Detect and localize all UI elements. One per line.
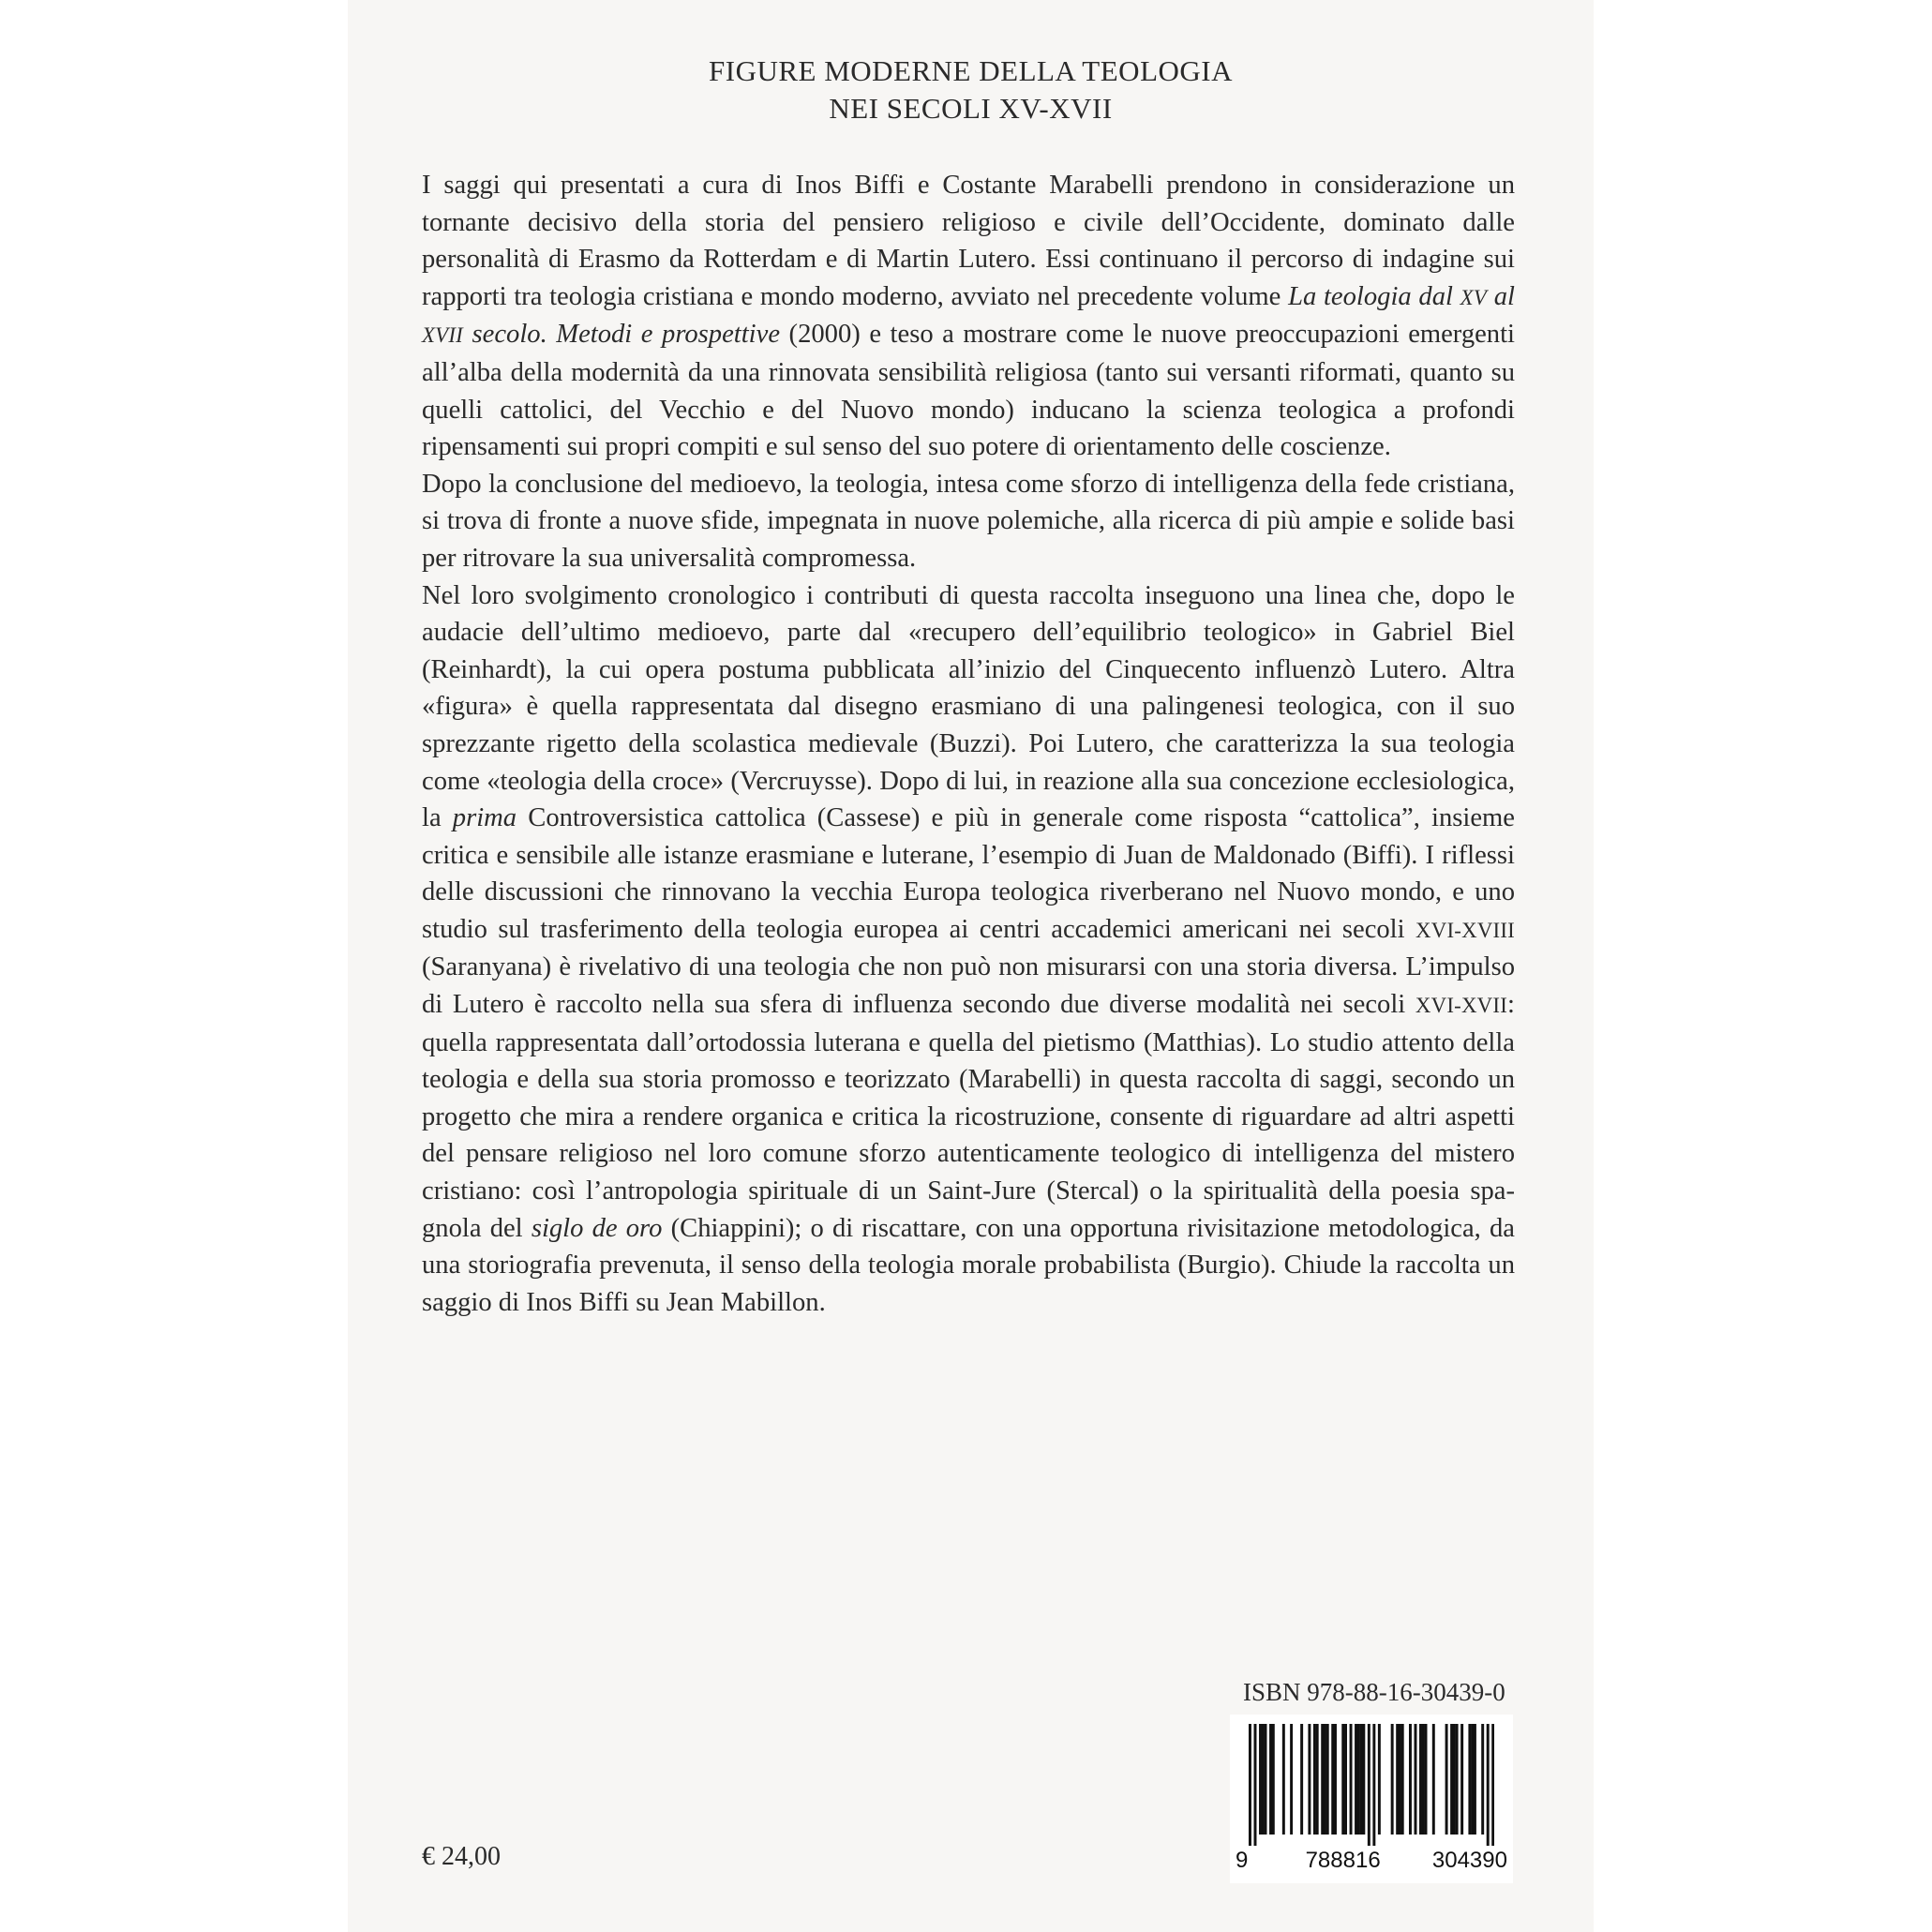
blurb-text	[422, 167, 1515, 1321]
barcode-bar	[1432, 1724, 1435, 1835]
barcode-bar	[1474, 1724, 1476, 1835]
barcode-bar	[1425, 1724, 1428, 1835]
barcode-bar	[1368, 1724, 1370, 1846]
barcode-bar	[1265, 1724, 1267, 1835]
blurb-segment: al	[1487, 281, 1515, 311]
barcode-bar	[1456, 1724, 1459, 1835]
barcode-bar	[1350, 1724, 1353, 1835]
barcode-bar	[1249, 1724, 1251, 1846]
barcode-bar	[1272, 1724, 1275, 1835]
barcode-bar	[1334, 1724, 1337, 1835]
blurb-segment: (Saranyana) è rivelativo di una teologia che non può non misurarsi con una storia diversa. L’impulso di Lutero è raccolto nella sua sfera di influenza secondo due diverse modalità nei secoli	[422, 952, 1515, 1020]
blurb-segment: Controversistica cattolica (Cassese) e più in generale come risposta “cattolica”, insieme critica e sensibile alle istanze erasmiane e luterane, l’esempio di Juan de Maldonado (Biffi). I riflessi delle discussioni che rinnovano la vecchia Europa teologica riverberano nel Nuovo mondo, e uno studio sul trasferimento della teologia europea ai centri accademici americani nei secoli	[422, 803, 1515, 944]
blurb-segment: prima	[452, 803, 517, 833]
blurb-segment: : quella rappresentata dall’ortodossia luterana e quella del pietismo (Matthias). Lo studio attento della teologia e della sua storia promosso e teorizzato (Marabelli) in questa raccolta di saggi, secondo un progetto che mira a rendere organica e critica la ricostruzione, consente di riguardare ad altri aspetti del pensare religioso nel loro comune sforzo autenticamente teologico di intelligenza del mistero cristiano: così l’antropologia spirituale di un Saint-Jure (Stercal) o la spiritualità della poesia spagnola del	[422, 990, 1515, 1243]
barcode-bar	[1316, 1724, 1319, 1835]
price-label: € 24,00	[422, 1842, 501, 1871]
blurb-segment: Nel loro svolgimento cronologico i contributi di questa raccolta inseguono una linea che, dopo le audacie dell’ultimo medioevo, parte dal «recupero dell’equilibrio teologico» in Gabriel Biel (Reinhardt), la cui opera postuma pubblicata all’inizio del Cinquecento influenzò Lutero. Altra «figura» è quella rappresentata dal disegno erasmiano di una palingenesi teologica, con il suo sprezzante rigetto della scolastica medievale (Buzzi). Poi Lutero, che caratterizza la sua teologia come «teologia della croce» (Vercruysse). Dopo di lui, in reazione alla sua concezione ecclesiologica, la	[422, 580, 1515, 833]
barcode-bar	[1415, 1724, 1417, 1835]
barcode-bar	[1360, 1724, 1363, 1835]
blurb-segment: secolo. Metodi e prospettive	[462, 320, 781, 350]
barcode-bar	[1450, 1724, 1453, 1835]
barcode-bar	[1468, 1724, 1471, 1835]
barcode-bar	[1331, 1724, 1334, 1835]
blurb-segment: XV	[1460, 285, 1488, 309]
title-line-2: NEI SECOLI XV-XVII	[829, 92, 1113, 125]
barcode-right-group: 304390	[1431, 1848, 1507, 1873]
barcode-bar	[1308, 1724, 1310, 1835]
barcode-left-group: 788816	[1305, 1848, 1381, 1873]
blurb-segment: (Chiappini); o di riscattare, con una opportuna rivisitazione metodologica, da una storiografia prevenuta, il senso della teologia morale probabilista (Burgio). Chiude la raccolta un saggio di Inos Biffi su Jean Mabillon.	[422, 1213, 1515, 1317]
barcode-digits	[1230, 1848, 1513, 1874]
barcode-bar	[1324, 1724, 1326, 1835]
barcode-bars-icon	[1249, 1724, 1494, 1846]
blurb-paragraph	[422, 577, 1515, 1322]
barcode-bar	[1453, 1724, 1456, 1835]
barcode-bar	[1460, 1724, 1463, 1835]
barcode-bar	[1487, 1724, 1490, 1846]
barcode-bar	[1254, 1724, 1257, 1846]
blurb-segment: Dopo la conclusione del medioevo, la teologia, intesa come sforzo di intelligenza della fede cristiana, si trova di fronte a nuove sfide, impegnata in nuove polemiche, alla ricerca di più ampie e solide basi per ritrovare la sua universalità compromessa.	[422, 469, 1515, 573]
blurb-segment: XVI-XVII	[1415, 994, 1508, 1018]
barcode-bar	[1481, 1724, 1484, 1835]
blurb-segment: I saggi qui presentati a cura di Inos Biffi e Costante Marabelli prendono in considerazione un tornante decisivo della storia del pensiero religioso e civile dell’Occidente, dominato dalle personalità di Erasmo da Rotterdam e di Martin Lutero. Essi continuano il percorso di indagine sui rapporti tra teologia cristiana e mondo moderno, avviato nel precedente volume	[422, 171, 1515, 311]
barcode-bar	[1401, 1724, 1404, 1835]
blurb-segment: (2000) e teso a mostrare come le nuove preoccupazioni emergenti all’alba della modernità da una rinnovata sensibilità religiosa (tanto sui versanti riformati, quanto su quelli cattolici, del Vecchio e del Nuovo mondo) inducano la scienza teologica a profondi ripensamenti sui propri compiti e sul senso del suo potere di orientamento delle coscienze.	[422, 320, 1515, 462]
blurb-segment: siglo de oro	[531, 1213, 663, 1243]
blurb-segment: La teologia dal	[1288, 281, 1460, 311]
barcode-bar	[1396, 1724, 1399, 1835]
barcode-bar	[1313, 1724, 1316, 1835]
barcode-bar	[1282, 1724, 1285, 1835]
barcode-bar	[1391, 1724, 1394, 1835]
book-title	[348, 52, 1594, 127]
barcode-bar	[1290, 1724, 1293, 1835]
blurb-segment: XVII	[422, 323, 463, 348]
title-line-1: FIGURE MODERNE DELLA TEOLOGIA	[709, 54, 1233, 87]
barcode-bar	[1262, 1724, 1265, 1835]
barcode	[1230, 1715, 1513, 1883]
barcode-bar	[1269, 1724, 1272, 1835]
barcode-bar	[1344, 1724, 1347, 1835]
barcode-bar	[1362, 1724, 1365, 1835]
barcode-bar	[1321, 1724, 1324, 1835]
barcode-bar	[1378, 1724, 1381, 1835]
barcode-bar	[1372, 1724, 1375, 1846]
barcode-bar	[1445, 1724, 1448, 1835]
barcode-bar	[1419, 1724, 1422, 1835]
barcode-bar	[1399, 1724, 1401, 1835]
barcode-bar	[1409, 1724, 1412, 1835]
isbn-label: ISBN 978-88-16-30439-0	[1243, 1678, 1505, 1706]
barcode-bar	[1357, 1724, 1360, 1835]
back-cover	[348, 0, 1594, 1932]
barcode-lead-digit: 9	[1236, 1848, 1249, 1873]
barcode-bar	[1300, 1724, 1303, 1835]
barcode-bar	[1259, 1724, 1262, 1835]
barcode-bar	[1422, 1724, 1425, 1835]
barcode-bar	[1355, 1724, 1357, 1835]
barcode-bar	[1341, 1724, 1344, 1835]
blurb-segment: XVI-XVIII	[1415, 918, 1515, 942]
blurb-paragraph	[422, 466, 1515, 577]
barcode-bar	[1471, 1724, 1474, 1835]
barcode-bar	[1491, 1724, 1494, 1846]
barcode-bar	[1326, 1724, 1329, 1835]
blurb-paragraph	[422, 167, 1515, 466]
